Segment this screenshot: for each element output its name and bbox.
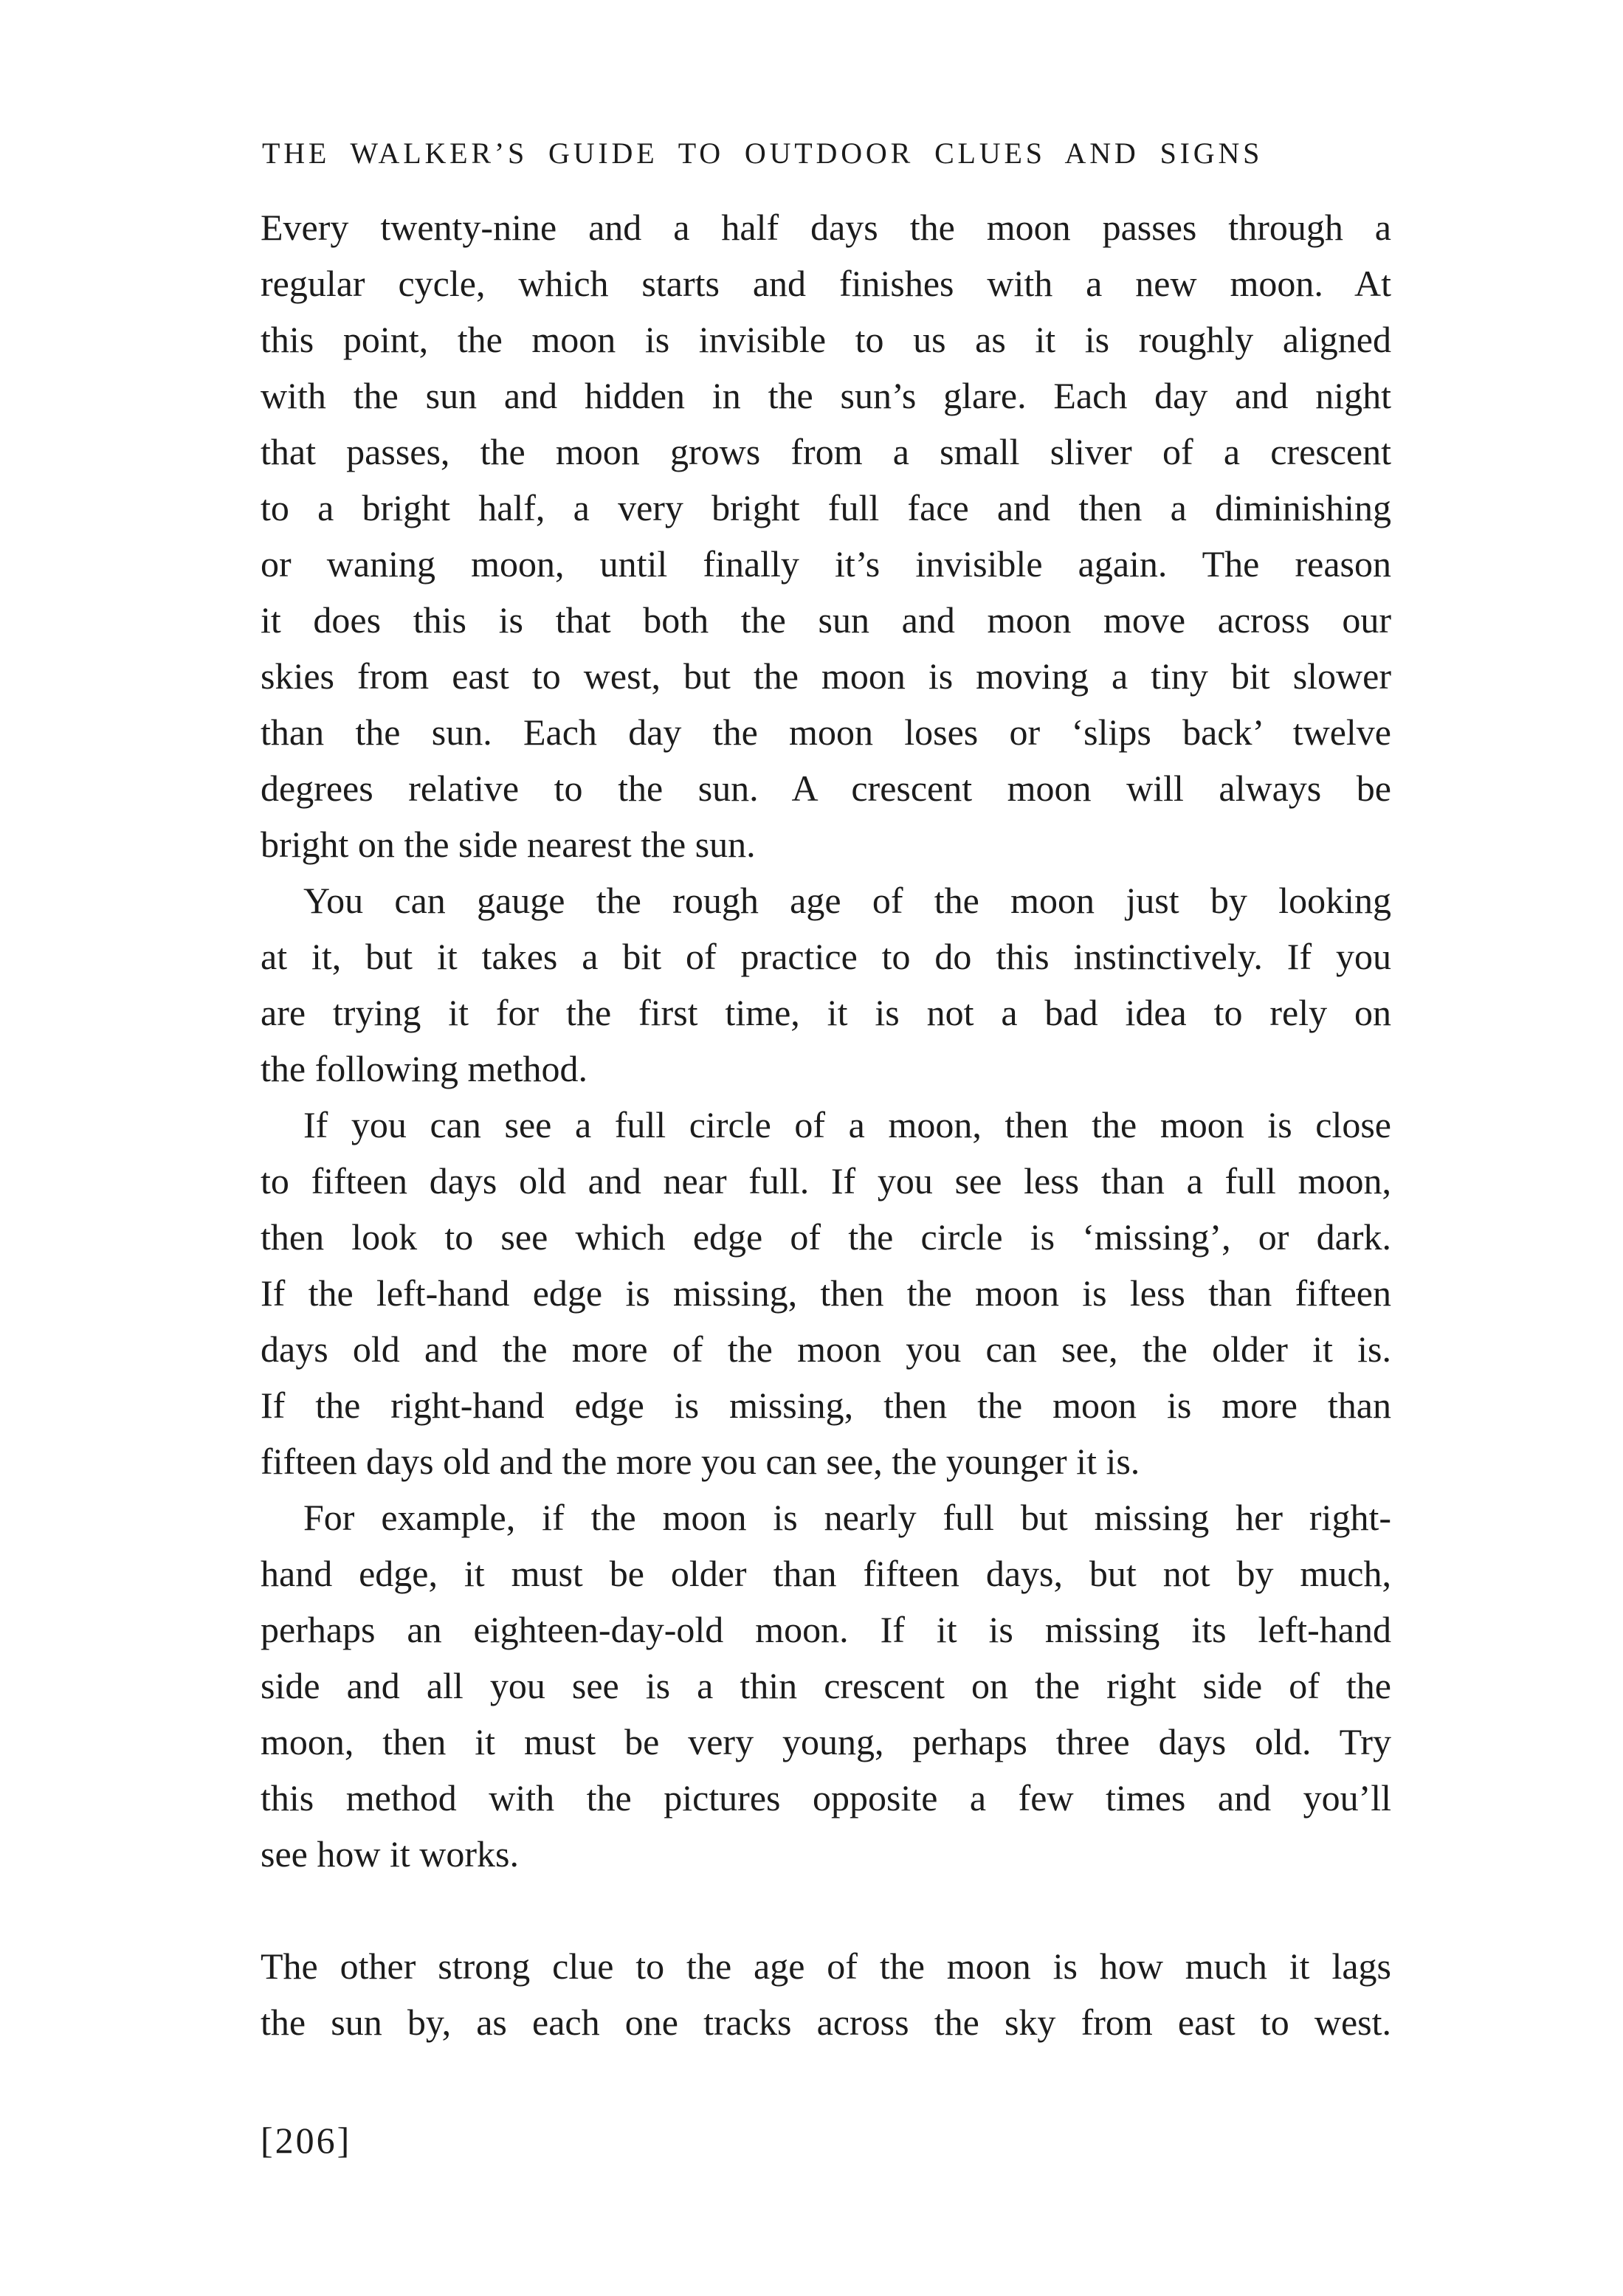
text-line: skies from east to west, but the moon is moving a tiny bit slower (261, 655, 1391, 697)
text-line: hand edge, it must be older than fifteen days, but not by much, (261, 1553, 1391, 1594)
text-line: days old and the more of the moon you can see, the older it is. (261, 1328, 1391, 1370)
text-line: Every twenty-nine and a half days the moon passes through a (261, 207, 1391, 248)
text-line: this method with the pictures opposite a few times and you’ll (261, 1777, 1391, 1818)
paragraph (261, 1938, 1391, 2050)
paragraph (261, 1489, 1391, 1882)
text-line: the sun by, as each one tracks across the sky from east to west. (261, 2002, 1391, 2043)
paragraph (261, 872, 1391, 1097)
text-line: bright on the side nearest the sun. (261, 824, 756, 865)
text-line: moon, then it must be very young, perhaps three days old. Try (261, 1721, 1391, 1762)
text-line: If the right-hand edge is missing, then the moon is more than (261, 1385, 1391, 1426)
text-line: at it, but it takes a bit of practice to do this instinctively. If you (261, 936, 1391, 977)
body-text (261, 199, 1391, 2050)
paragraph (261, 199, 1391, 872)
text-line: The other strong clue to the age of the moon is how much it lags (261, 1945, 1391, 1987)
text-line: it does this is that both the sun and moon move across our (261, 599, 1391, 641)
text-line: If the left-hand edge is missing, then the moon is less than fifteen (261, 1272, 1391, 1314)
text-line: fifteen days old and the more you can see, the younger it is. (261, 1441, 1140, 1482)
text-line: side and all you see is a thin crescent on the right side of the (261, 1665, 1391, 1706)
text-line: than the sun. Each day the moon loses or ‘slips back’ twelve (261, 711, 1391, 753)
running-header: THE WALKER’S GUIDE TO OUTDOOR CLUES AND SIGNS (262, 137, 1264, 170)
text-line: to fifteen days old and near full. If you see less than a full moon, (261, 1160, 1391, 1202)
text-line: or waning moon, until finally it’s invisible again. The reason (261, 543, 1391, 585)
text-line: degrees relative to the sun. A crescent moon will always be (261, 768, 1391, 809)
text-line: perhaps an eighteen-day-old moon. If it is missing its left-hand (261, 1609, 1391, 1650)
text-line: the following method. (261, 1048, 587, 1089)
paragraph (261, 1097, 1391, 1489)
text-line: see how it works. (261, 1833, 519, 1875)
text-line: this point, the moon is invisible to us as it is roughly aligned (261, 319, 1391, 360)
text-line: You can gauge the rough age of the moon just by looking (303, 880, 1391, 921)
text-line: that passes, the moon grows from a small sliver of a crescent (261, 431, 1391, 472)
text-line: are trying it for the first time, it is not a bad idea to rely on (261, 992, 1391, 1033)
text-line: For example, if the moon is nearly full but missing her right- (303, 1497, 1391, 1538)
text-line: to a bright half, a very bright full face and then a diminishing (261, 487, 1391, 528)
text-line: If you can see a full circle of a moon, then the moon is close (303, 1104, 1391, 1145)
text-line: with the sun and hidden in the sun’s glare. Each day and night (261, 375, 1391, 416)
page-number: [206] (261, 2120, 352, 2161)
text-line: regular cycle, which starts and finishes with a new moon. At (261, 263, 1391, 304)
text-line: then look to see which edge of the circle is ‘missing’, or dark. (261, 1216, 1391, 1258)
